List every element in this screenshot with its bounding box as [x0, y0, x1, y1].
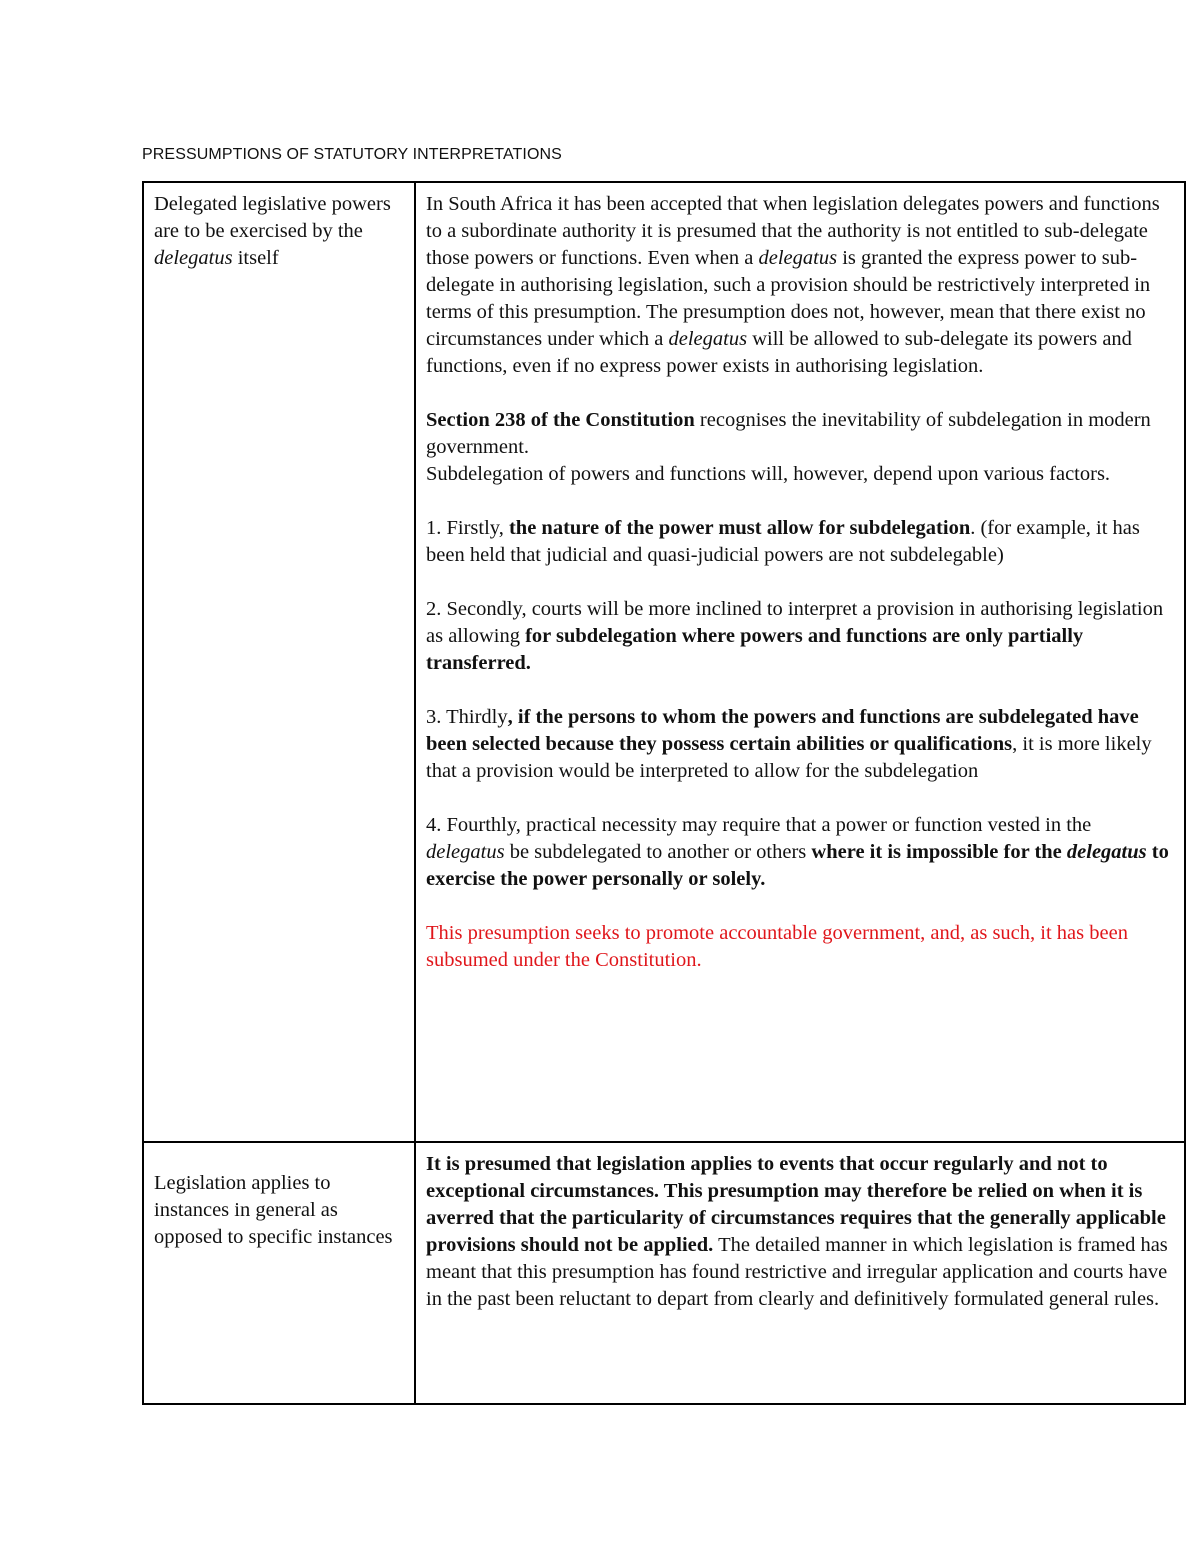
section-238-paragraph: Section 238 of the Constitution recognises the inevitability of subdelegation in modern government.: [426, 409, 1151, 458]
table-row: [143, 1142, 1185, 1404]
factors-intro: Subdelegation of powers and functions will, however, depend upon various factors.: [426, 463, 1111, 485]
intro-paragraph: In South Africa it has been accepted that when legislation delegates powers and functions to a subordinate authority it is presumed that the authority is not entitled to sub-delegate those powers or functions. Even when a delegatus is granted the express power to sub-delegate in authorising legislation, such a provision should be restrictively interpreted in terms of this presumption. The presumption does not, however, mean that there exist no circumstances under which a delegatus will be allowed to sub-delegate its powers and functions, even if no express power exists in authorising legislation.: [426, 193, 1160, 377]
presumption-name-cell: [143, 182, 415, 1142]
presumption-name-cell: [143, 1142, 415, 1404]
factor-4: 4. Fourthly, practical necessity may require that a power or function vested in the delegatus be subdelegated to another or others where it is impossible for the delegatus to exercise the power personally or solely.: [426, 814, 1169, 890]
presumption-name: Delegated legislative powers are to be exercised by the delegatus itself: [154, 193, 391, 269]
presumption-name: Legislation applies to instances in general as opposed to specific instances: [154, 1172, 393, 1248]
presumptions-table: [142, 181, 1186, 1405]
factor-3: 3. Thirdly, if the persons to whom the powers and functions are subdelegated have been selected because they possess certain abilities or qualifications, it is more likely that a provision would be interpreted to allow for the subdelegation: [426, 706, 1152, 782]
presumption-description-cell: [415, 1142, 1185, 1404]
factor-2: 2. Secondly, courts will be more inclined to interpret a provision in authorising legislation as allowing for subdelegation where powers and functions are only partially transferred.: [426, 598, 1164, 674]
table-row: [143, 182, 1185, 1142]
factor-1: 1. Firstly, the nature of the power must allow for subdelegation. (for example, it has been held that judicial and quasi-judicial powers are not subdelegable): [426, 517, 1140, 566]
document-title: PRESSUMPTIONS OF STATUTORY INTERPRETATIONS: [142, 146, 562, 163]
conclusion-highlight: This presumption seeks to promote accountable government, and, as such, it has been subsumed under the Constitution.: [426, 922, 1128, 971]
presumption-description-cell: [415, 182, 1185, 1142]
general-application-paragraph: It is presumed that legislation applies to events that occur regularly and not to exceptional circumstances. This presumption may therefore be relied on when it is averred that the particularity of circumstances requires that the generally applicable provisions should not be applied. The detailed manner in which legislation is framed has meant that this presumption has found restrictive and irregular application and courts have in the past been reluctant to depart from clearly and definitively formulated general rules.: [426, 1153, 1168, 1310]
